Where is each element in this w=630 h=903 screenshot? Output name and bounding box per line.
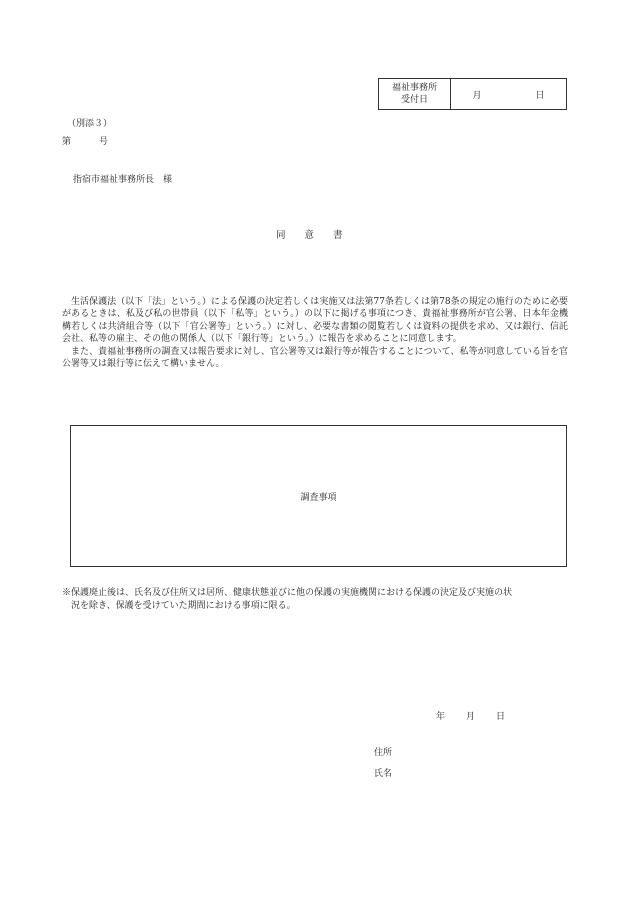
note-line-1: ※保護廃止後は、氏名及び住所又は居所、健康状態並びに他の保護の実施機関における保護の決定及び実施の状 [62, 588, 513, 598]
signature-day: 日 [496, 712, 506, 722]
consent-paragraph-2: また、貴福祉事務所の調査又は報告要求に対し、官公署等又は銀行等が報告することについて、私等が同意している旨を官公署等又は銀行等に伝えて構いません。 [62, 346, 568, 370]
stamp-month: 月 [472, 90, 482, 101]
post-termination-note [62, 587, 568, 613]
attachment-label: （別添３） [67, 119, 113, 129]
consent-body [62, 296, 568, 370]
number-prefix: 第 [62, 137, 72, 147]
survey-items-label: 調査事項 [300, 492, 337, 503]
address-label: 住所 [374, 748, 393, 758]
number-suffix: 号 [99, 137, 109, 147]
stamp-label-office: 福祉事務所 [391, 83, 437, 93]
stamp-day: 日 [535, 90, 545, 101]
document-number [62, 134, 108, 147]
signature-year: 年 [436, 712, 446, 722]
consent-paragraph-1: 生活保護法（以下「法」という。）による保護の決定若しくは実施又は法第77条若しくは第78条の規定の施行のために必要があるときは、私及び私の世帯員（以下「私等」という。）の以下に掲げる事項につき、貴福祉事務所が官公署、日本年金機構若しくは共済組合等（以下「官公署等」という。）に対し、必要な書類の閲覧若しくは資料の提供を求め、又は銀行、信託会社、私等の雇主、その他の関係人（以下「銀行等」という。）に報告を求めることに同意します。 [62, 297, 568, 345]
stamp-label-received: 受付日 [400, 95, 428, 105]
signature-date[interactable] [436, 709, 505, 722]
note-line-2: 況を除き、保護を受けていた期間における事項に限る。 [71, 601, 296, 611]
addressee: 指宿市福祉事務所長 様 [73, 175, 173, 185]
signature-month: 月 [466, 712, 476, 722]
document-title: 同 意 書 [276, 230, 343, 241]
survey-items-box[interactable] [70, 425, 567, 567]
stamp-date-field[interactable] [451, 79, 566, 109]
reception-stamp-box [378, 78, 567, 110]
name-label: 氏名 [374, 769, 393, 779]
stamp-label [379, 79, 451, 109]
